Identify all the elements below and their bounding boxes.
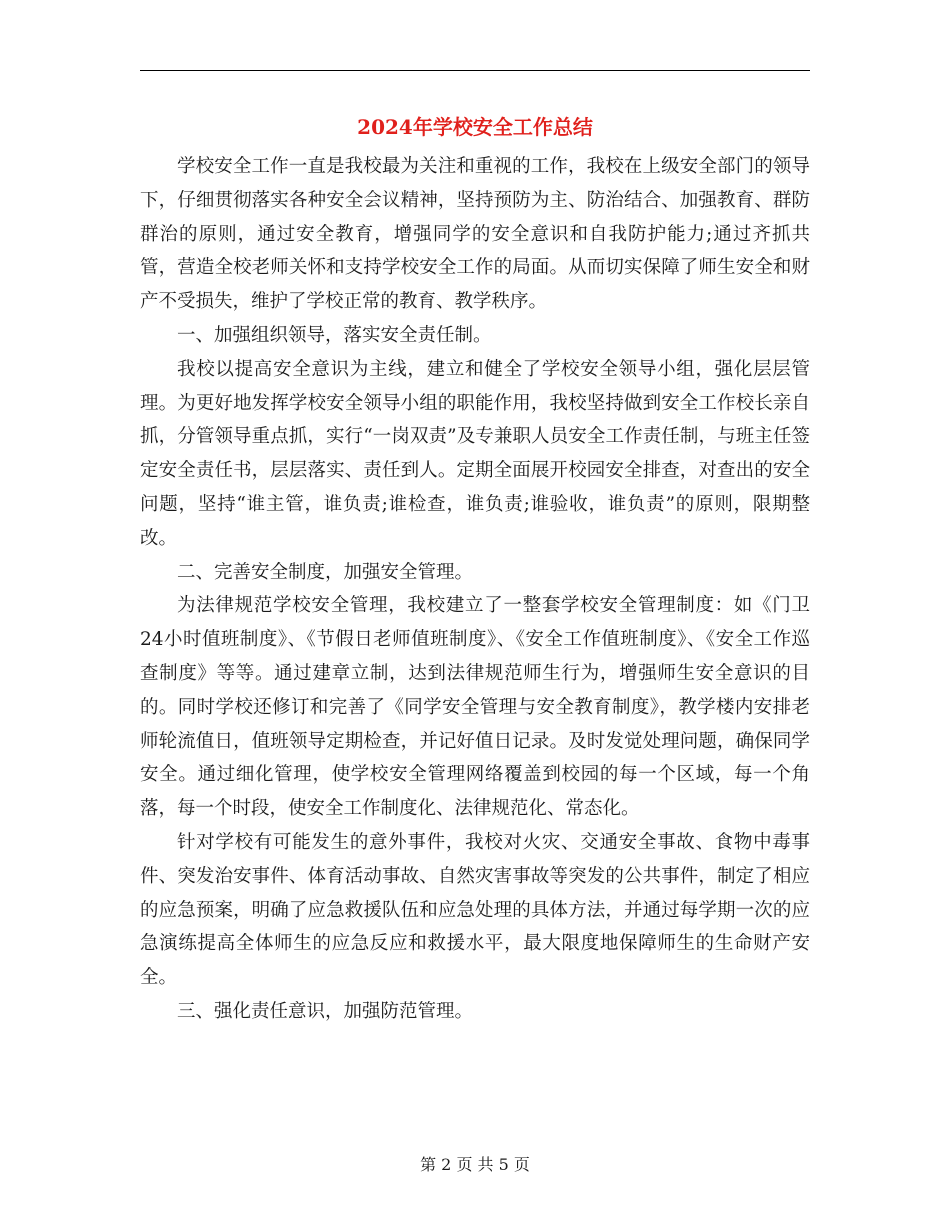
section-heading-1: 一、加强组织领导，落实安全责任制。 xyxy=(177,324,492,346)
paragraph-intro: 学校安全工作一直是我校最为关注和重视的工作，我校在上级安全部门的领导下，仔细贯彻落实各种安全会议精神，坚持预防为主、防治结合、加强教育、群防群治的原则，通过安全教育，增强同学的安全意识和自我防护能力;通过齐抓共管，营造全校老师关怀和支持学校安全工作的局面。从而切实保障了师生安全和财产不受损失，维护了学校正常的教育、教学秩序。 xyxy=(140,156,810,313)
page-number: 第 2 页 共 5 页 xyxy=(420,1155,530,1174)
section-heading-2: 二、完善安全制度，加强安全管理。 xyxy=(177,561,474,583)
document-body xyxy=(140,150,810,1029)
section-heading-3: 三、强化责任意识，加强防范管理。 xyxy=(177,1000,474,1022)
paragraph-section-2a: 为法律规范学校安全管理，我校建立了一整套学校安全管理制度：如《门卫24小时值班制度》、《节假日老师值班制度》、《安全工作值班制度》、《安全工作巡查制度》等等。通过建章立制，达到法律规范师生行为，增强师生安全意识的目的。同时学校还修订和完善了《同学安全管理与安全教育制度》，教学楼内安排老师轮流值日，值班领导定期检查，并记好值日记录。及时发觉处理问题，确保同学安全。通过细化管理，使学校安全管理网络覆盖到校园的每一个区域，每一个角落，每一个时段，使安全工作制度化、法律规范化、常态化。 xyxy=(140,595,810,820)
header-rule xyxy=(140,70,810,71)
paragraph-section-1: 我校以提高安全意识为主线，建立和健全了学校安全领导小组，强化层层管理。为更好地发挥学校安全领导小组的职能作用，我校坚持做到安全工作校长亲自抓，分管领导重点抓，实行“一岗双责”及专兼职人员安全工作责任制，与班主任签定安全责任书，层层落实、责任到人。定期全面展开校园安全排查，对查出的安全问题，坚持“谁主管，谁负责;谁检查，谁负责;谁验收，谁负责”的原则，限期整改。 xyxy=(140,358,810,549)
document-title: 2024年学校安全工作总结 xyxy=(357,115,593,139)
paragraph-section-2b: 针对学校有可能发生的意外事件，我校对火灾、交通安全事故、食物中毒事件、突发治安事件、体育活动事故、自然灾害事故等突发的公共事件，制定了相应的应急预案，明确了应急救援队伍和应急处理的具体方法，并通过每学期一次的应急演练提高全体师生的应急反应和救援水平，最大限度地保障师生的生命财产安全。 xyxy=(140,831,810,989)
